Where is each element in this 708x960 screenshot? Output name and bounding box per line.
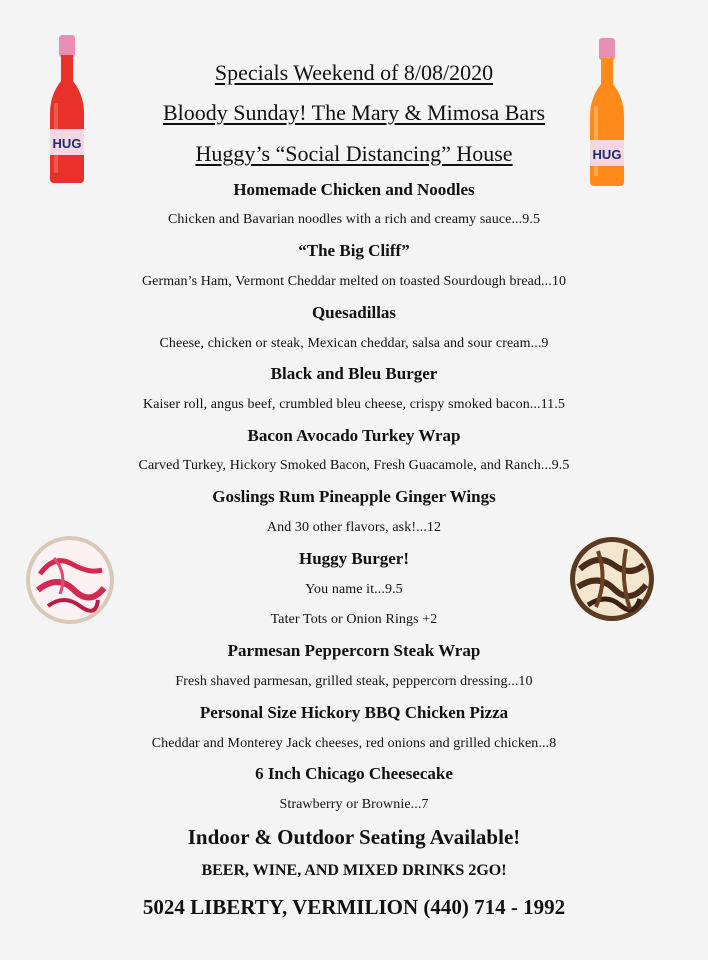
seating-notice: Indoor & Outdoor Seating Available! (187, 825, 521, 849)
menu-item-description: Cheese, chicken or steak, Mexican cheddar, salsa and sour cream...9 (159, 336, 549, 351)
menu-item-description: Fresh shaved parmesan, grilled steak, peppercorn dressing...10 (175, 674, 533, 689)
bottle-label: HUG (592, 147, 622, 162)
menu-item-description: Kaiser roll, angus beef, crumbled bleu cheese, crispy smoked bacon...11.5 (143, 397, 565, 412)
bottle-label: HUG (52, 136, 82, 151)
address-phone: 5024 LIBERTY, VERMILION (440) 714 - 1992 (142, 895, 566, 919)
menu-item-name: Black and Bleu Burger (270, 364, 438, 383)
bars-heading: Bloody Sunday! The Mary & Mimosa Bars (162, 100, 546, 125)
menu-item-description: Carved Turkey, Hickory Smoked Bacon, Fresh Guacamole, and Ranch...9.5 (138, 458, 570, 473)
menu-item-name: “The Big Cliff” (298, 241, 410, 260)
menu-item-name: Goslings Rum Pineapple Ginger Wings (212, 487, 496, 506)
menu-item-name: Quesadillas (311, 303, 397, 322)
menu-item-name: Parmesan Peppercorn Steak Wrap (227, 641, 481, 660)
menu-item-name: Homemade Chicken and Noodles (233, 180, 475, 199)
menu-item-name: Bacon Avocado Turkey Wrap (247, 426, 461, 445)
menu-item-name: Personal Size Hickory BBQ Chicken Pizza (199, 703, 509, 722)
menu-item-description: You name it...9.5 (305, 582, 403, 597)
menu-item-description: Chicken and Bavarian noodles with a rich and creamy sauce...9.5 (167, 212, 541, 227)
house-heading: Huggy’s “Social Distancing” House (195, 141, 513, 166)
menu-item-description: And 30 other flavors, ask!...12 (266, 520, 442, 535)
menu-item-name: Huggy Burger! (298, 549, 410, 568)
specials-heading: Specials Weekend of 8/08/2020 (214, 60, 494, 85)
menu-item-description: German’s Ham, Vermont Cheddar melted on toasted Sourdough bread...10 (141, 274, 567, 289)
menu-item-name: 6 Inch Chicago Cheesecake (255, 764, 453, 783)
menu-item-description: Cheddar and Monterey Jack cheeses, red onions and grilled chicken...8 (151, 736, 557, 751)
menu-item-description: Strawberry or Brownie...7 (279, 797, 429, 812)
drinks-notice: BEER, WINE, AND MIXED DRINKS 2GO! (201, 862, 507, 879)
menu-item-addon: Tater Tots or Onion Rings +2 (270, 612, 438, 627)
